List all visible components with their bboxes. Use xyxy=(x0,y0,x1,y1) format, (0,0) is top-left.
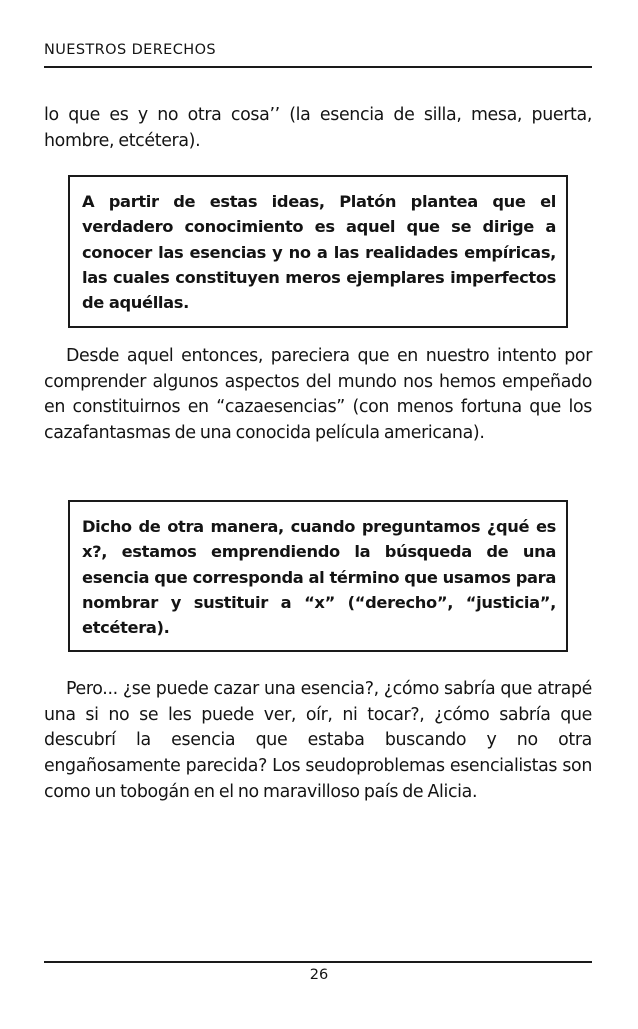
page-number: 26 xyxy=(309,967,329,983)
highlight-box-1 xyxy=(68,175,568,328)
body-paragraph-2: Desde aquel entonces, pareciera que en nuestro intento por comprender algunos aspectos del mundo nos hemos empeñado en constituirnos en “cazaesencias” (con menos fortuna que los cazafantasmas de una conocida película americana). xyxy=(44,346,592,444)
highlight-box-1-text: A partir de estas ideas, Platón plantea que el verdadero conocimiento es aquel que se dirige a conocer las esencias y no a las realidades empíricas, las cuales constituyen meros ejemplares imperfectos de aquéllas. xyxy=(82,192,556,313)
running-header xyxy=(44,40,592,68)
footer-rule xyxy=(44,961,592,963)
header-title: NUESTROS DERECHOS xyxy=(44,42,216,58)
highlight-box-2 xyxy=(68,500,568,652)
highlight-box-2-text: Dicho de otra manera, cuando preguntamos ¿qué es x?, estamos emprendiendo la búsqueda de una esencia que corresponda al término que usamos para nombrar y sustituir a “x” (“derecho”, “justicia”, etcétera). xyxy=(82,517,556,638)
body-paragraph-3: Pero... ¿se puede cazar una esencia?, ¿cómo sabría que atrapé una si no se les puede ver, oír, ni tocar?, ¿cómo sabría que descubrí la esencia que estaba buscando y no otra engañosamente parecida? Los seudoproblemas esencialistas son como un tobogán en el no maravilloso país de Alicia. xyxy=(44,679,592,802)
body-paragraph-1: lo que es y no otra cosa’’ (la esencia de silla, mesa, puerta, hombre, etcétera). xyxy=(44,105,592,151)
